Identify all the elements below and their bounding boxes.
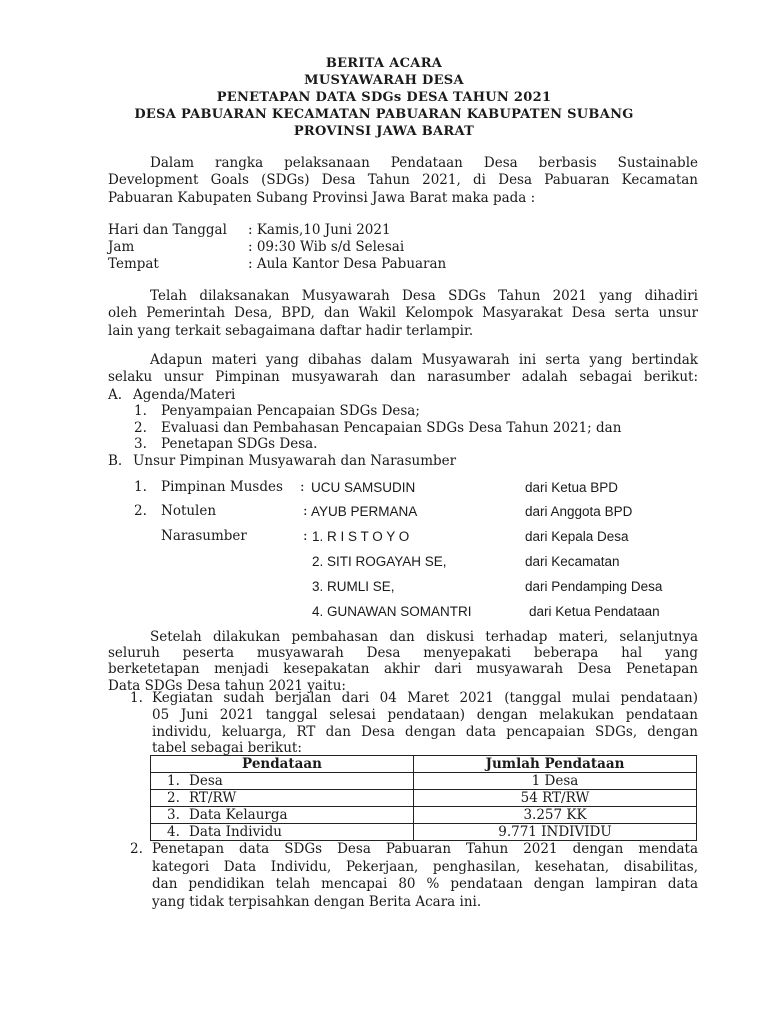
title-provinsi: PROVINSI JAWA BARAT [293,124,475,139]
table-cell-value: 3.257 KK [414,807,697,824]
decision-2-line: kategori Data Individu, Pekerjaan, penghasilan, kesehatan, disabilitas, [152,858,698,875]
table-header-pendataan: Pendataan [151,756,414,773]
table-row-label: Desa [189,772,223,789]
day-value: : Kamis,10 Juni 2021 [248,222,391,238]
decision-1-line: 05 Juni 2021 tanggal selesai pendataan) dengan melakukan pendataan [152,706,698,723]
time-label: Jam [108,239,135,255]
leader-role: Notulen [161,503,217,519]
attendance-paragraph [108,288,698,340]
decision-1-line: individu, keluarga, RT dan Desa dengan data pencapaian SDGs, dengan [152,723,698,740]
leader-name: AYUB PERMANA [311,504,418,519]
table-row [151,790,697,807]
agreement-line: Data SDGs Desa tahun 2021 yaitu: [108,677,346,694]
decision-number: 2. [130,841,143,857]
leader-from: dari Ketua BPD [525,480,619,495]
table-row-label: Data Individu [189,823,282,840]
leader-number: 2. [134,503,147,519]
materials-line: selaku unsur Pimpinan musyawarah dan narasumber adalah sebagai berikut: [108,369,698,386]
leader-name: 2. SITI ROGAYAH SE, [312,554,447,569]
table-cell-label [151,773,414,790]
leader-role: Pimpinan Musdes [161,479,283,495]
decision-2-text [152,841,698,911]
table-cell-value: 1 Desa [414,773,697,790]
table-cell-label [151,807,414,824]
table-row [151,824,697,841]
leader-name: 1. R I S T O Y O [312,529,410,544]
agenda-item-number: 1. [134,403,147,419]
attendance-line: Telah dilaksanakan Musyawarah Desa SDGs Tahun 2021 yang dihadiri [150,288,698,304]
place-value: : Aula Kantor Desa Pabuaran [248,256,447,272]
decision-2-line: dan pendidikan telah mencapai 80 % pendataan dengan lampiran data [152,876,698,892]
table-header-jumlah: Jumlah Pendataan [414,756,697,773]
decision-number: 1. [130,690,143,706]
time-value: : 09:30 Wib s/d Selesai [248,239,405,255]
table-cell-label [151,790,414,807]
agenda-item-text: Penetapan SDGs Desa. [161,436,318,452]
decision-2-line: Penetapan data SDGs Desa Pabuaran Tahun 2021 dengan mendata [152,841,698,857]
table-row [151,773,697,790]
attendance-line: oleh Pemerintah Desa, BPD, dan Wakil Kelompok Masyarakat Desa serta unsur [108,305,698,322]
table-cell-value: 54 RT/RW [414,790,697,807]
agenda-title: Agenda/Materi [133,387,236,403]
title-berita-acara: BERITA ACARA [325,56,443,71]
leaders-marker: B. [108,453,123,469]
leader-role: Narasumber [161,528,247,544]
agreement-line: Setelah dilakukan pembahasan dan diskusi terhadap materi, selanjutnya [150,629,698,645]
agreement-paragraph [108,629,698,694]
title-penetapan: PENETAPAN DATA SDGs DESA TAHUN 2021 [216,90,552,105]
decision-2-line: yang tidak terpisahkan dengan Berita Acara ini. [152,893,482,910]
leader-from: dari Ketua Pendataan [529,604,660,619]
agenda-item-number: 2. [134,420,147,436]
agreement-line: berketetapan menjadi kesepakatan akhir dari musyawarah Desa Penetapan [108,661,698,678]
title-musyawarah-desa: MUSYAWARAH DESA [304,73,464,88]
place-label: Tempat [108,256,159,272]
agenda-marker: A. [108,387,123,403]
leader-number: 1. [134,479,147,495]
leader-from: dari Kepala Desa [525,529,629,544]
day-label: Hari dan Tanggal [108,222,227,238]
data-collection-table [150,755,697,841]
table-cell-value: 9.771 INDIVIDU [414,824,697,841]
table-row-number: 2. [167,789,180,806]
materials-line: Adapun materi yang dibahas dalam Musyawarah ini serta yang bertindak [150,352,698,368]
decision-1-line: Kegiatan sudah berjalan dari 04 Maret 2021 (tanggal mulai pendataan) [152,690,698,706]
leader-name: 3. RUMLI SE, [312,579,395,594]
leader-name: UCU SAMSUDIN [311,480,416,495]
leader-from: dari Kecamatan [525,554,620,569]
attendance-line: lain yang terkait sebagaimana daftar hadir terlampir. [108,322,474,339]
intro-line: Pabuaran Kabupaten Subang Provinsi Jawa Barat maka pada : [108,189,536,206]
table-cell-label [151,824,414,841]
materials-paragraph [108,352,698,387]
agenda-item-number: 3. [134,436,147,452]
agenda-item-text: Evaluasi dan Pembahasan Pencapaian SDGs Desa Tahun 2021; dan [161,420,622,436]
leader-colon: : [303,503,308,519]
table-row-number: 1. [167,772,180,789]
table-row-label: Data Kelaurga [189,806,288,823]
leader-colon: : [300,479,305,495]
leader-from: dari Pendamping Desa [525,579,663,594]
leader-from: dari Anggota BPD [525,504,633,519]
intro-paragraph [108,155,698,207]
table-row-label: RT/RW [189,789,237,806]
intro-line: Development Goals (SDGs) Desa Tahun 2021, di Desa Pabuaran Kecamatan [108,172,698,189]
table-row-number: 3. [167,806,180,823]
leaders-title: Unsur Pimpinan Musyawarah dan Narasumber [133,453,457,469]
table-row [151,807,697,824]
decision-1-text [152,690,698,757]
agenda-item-text: Penyampaian Pencapaian SDGs Desa; [161,403,420,419]
title-desa: DESA PABUARAN KECAMATAN PABUARAN KABUPATEN SUBANG [134,107,634,122]
leader-name: 4. GUNAWAN SOMANTRI [312,604,472,619]
leader-colon: : [303,528,308,544]
intro-line: Dalam rangka pelaksanaan Pendataan Desa berbasis Sustainable [150,155,698,171]
agreement-line: seluruh peserta musyawarah Desa menyepakati beberapa hal yang [108,645,698,662]
decision-1-line: tabel sebagai berikut: [152,740,302,757]
table-header-row [151,756,697,773]
table-row-number: 4. [167,823,180,840]
